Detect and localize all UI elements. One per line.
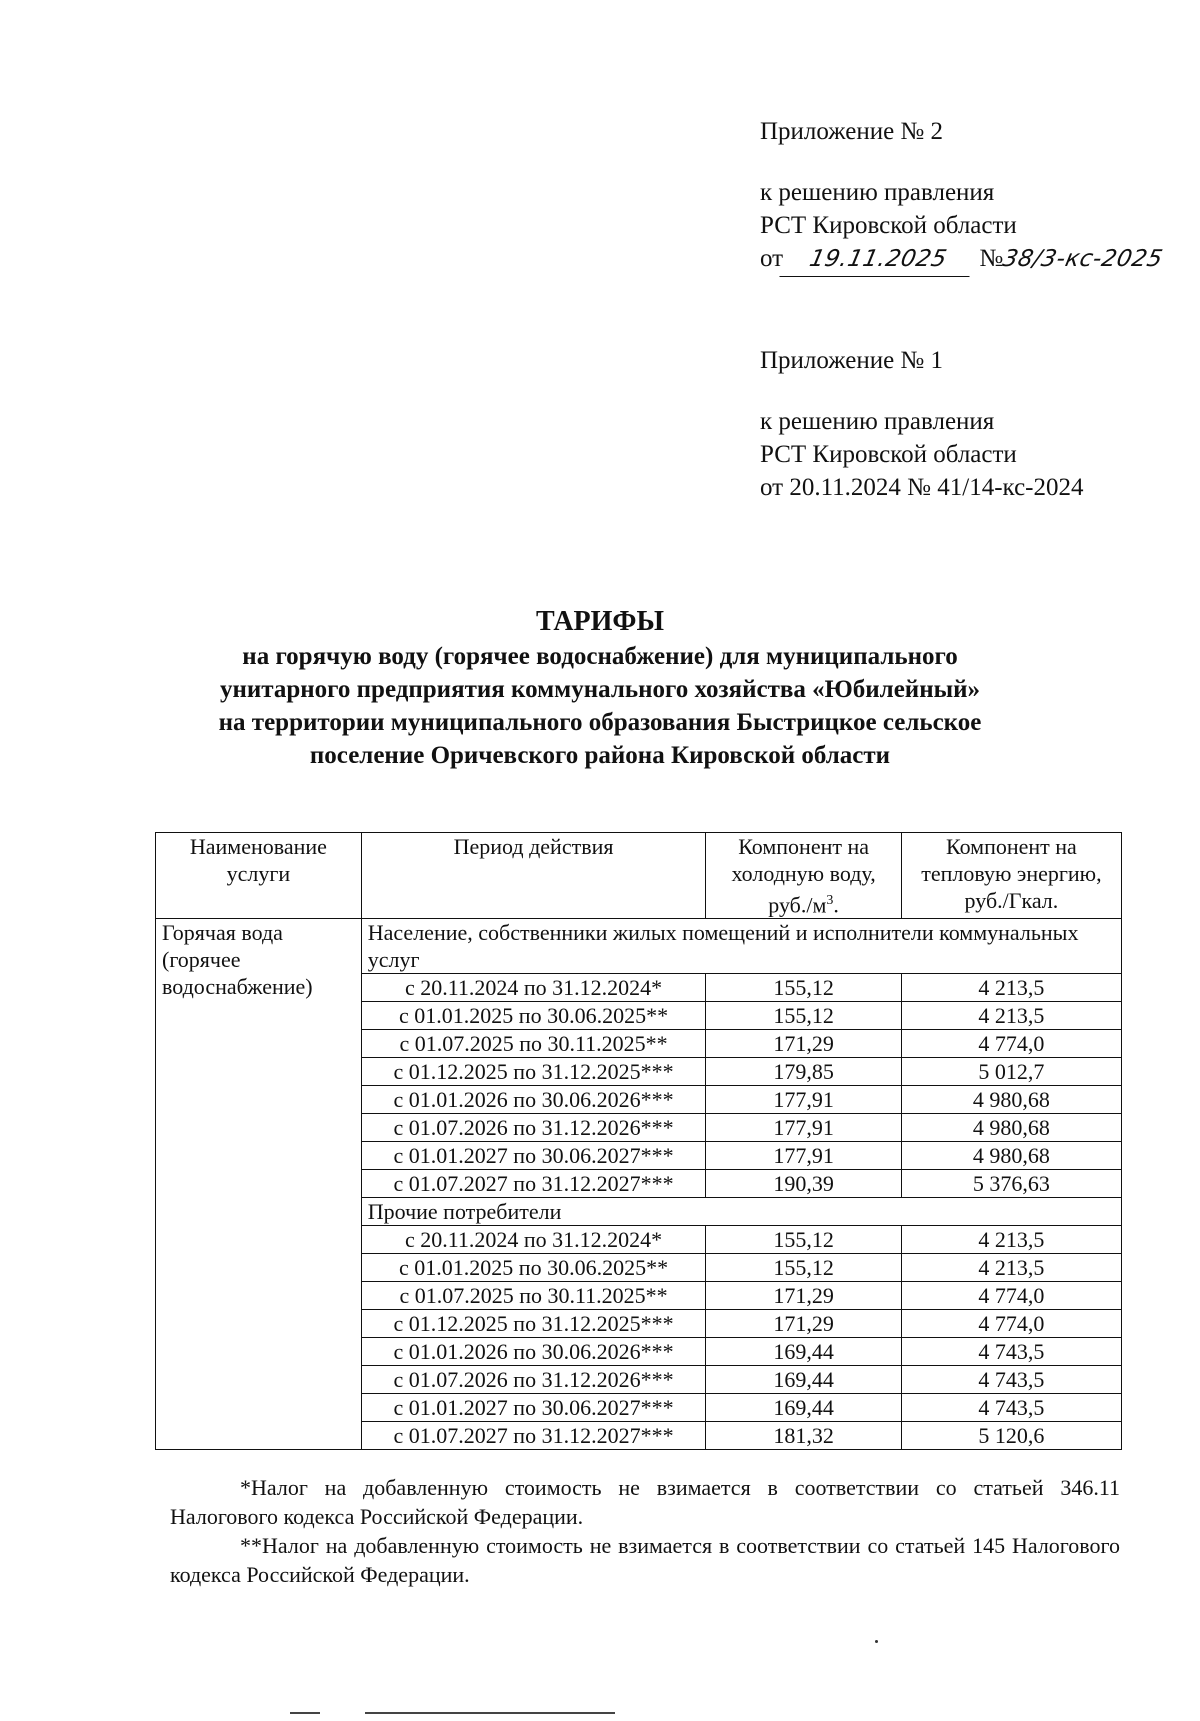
period-cell: с 01.01.2025 по 30.06.2025**: [361, 1002, 706, 1030]
consumer-group-label: Население, собственники жилых помещений и исполнители коммунальных услуг: [361, 919, 1121, 974]
period-cell: с 01.07.2027 по 31.12.2027***: [361, 1170, 706, 1198]
appendix-1-title: Приложение № 1: [760, 347, 944, 374]
heat-energy-cell: 4 213,5: [901, 974, 1121, 1002]
period-cell: с 01.01.2027 по 30.06.2027***: [361, 1142, 706, 1170]
appendix-2-line1: к решению правления: [760, 179, 995, 206]
appendix-2-block: [760, 115, 1200, 277]
cold-water-cell: 179,85: [706, 1058, 901, 1086]
heat-energy-cell: 5 012,7: [901, 1058, 1121, 1086]
heading-title: ТАРИФЫ: [536, 606, 664, 637]
appendix-2-line3: [760, 242, 1200, 277]
bottom-edge-line: [290, 1712, 320, 1714]
header-period: Период действия: [361, 833, 706, 919]
heat-energy-cell: 4 213,5: [901, 1226, 1121, 1254]
period-cell: с 01.07.2027 по 31.12.2027***: [361, 1422, 706, 1450]
cold-water-cell: 171,29: [706, 1310, 901, 1338]
cold-water-cell: 155,12: [706, 1226, 901, 1254]
period-cell: с 01.01.2026 по 30.06.2026***: [361, 1338, 706, 1366]
heat-energy-cell: 4 980,68: [901, 1114, 1121, 1142]
period-cell: с 01.12.2025 по 31.12.2025***: [361, 1058, 706, 1086]
header-service: Наименование услуги: [156, 833, 362, 919]
footnote-1: *Налог на добавленную стоимость не взимается в соответствии со статьей 346.11 Налогового кодекса Российской Федерации.: [170, 1475, 1120, 1529]
period-cell: с 01.01.2025 по 30.06.2025**: [361, 1254, 706, 1282]
cold-water-cell: 181,32: [706, 1422, 901, 1450]
cold-water-cell: 155,12: [706, 974, 901, 1002]
heading-line: на горячую воду (горячее водоснабжение) для муниципального: [242, 643, 958, 670]
heat-energy-cell: 4 213,5: [901, 1254, 1121, 1282]
period-cell: с 01.01.2027 по 30.06.2027***: [361, 1394, 706, 1422]
footnote-2: **Налог на добавленную стоимость не взимается в соответствии со статьей 145 Налогового кодекса Российской Федерации.: [170, 1533, 1120, 1587]
tariffs-table: [155, 832, 1122, 1450]
heading-line: унитарного предприятия коммунального хозяйства «Юбилейный»: [219, 676, 981, 703]
period-cell: с 01.07.2026 по 31.12.2026***: [361, 1366, 706, 1394]
header-heat-component: Компонент на тепловую энергию, руб./Гкал.: [901, 833, 1121, 919]
period-cell: с 01.01.2026 по 30.06.2026***: [361, 1086, 706, 1114]
heat-energy-cell: 4 980,68: [901, 1086, 1121, 1114]
period-cell: с 20.11.2024 по 31.12.2024*: [361, 1226, 706, 1254]
cold-water-cell: 190,39: [706, 1170, 901, 1198]
from-prefix: от: [760, 245, 784, 272]
cold-water-cell: 177,91: [706, 1114, 901, 1142]
appendix-1-line2: РСТ Кировской области: [760, 441, 1017, 468]
heat-energy-cell: 4 774,0: [901, 1030, 1121, 1058]
appendix-1-line3: от 20.11.2024 № 41/14-кс-2024: [760, 474, 1084, 501]
heat-energy-cell: 4 980,68: [901, 1142, 1121, 1170]
handwritten-number: 38/3-кс-2025: [1000, 246, 1166, 272]
heat-energy-cell: 4 743,5: [901, 1394, 1121, 1422]
service-name-cell: Горячая вода (горячее водоснабжение): [156, 919, 362, 1450]
appendix-1-block: [760, 344, 1084, 504]
appendix-2-line2: РСТ Кировской области: [760, 212, 1017, 239]
period-cell: с 01.07.2026 по 31.12.2026***: [361, 1114, 706, 1142]
period-cell: с 01.07.2025 по 30.11.2025**: [361, 1030, 706, 1058]
period-cell: с 20.11.2024 по 31.12.2024*: [361, 974, 706, 1002]
heat-energy-cell: 5 376,63: [901, 1170, 1121, 1198]
footnotes: [170, 1473, 1120, 1589]
heat-energy-cell: 4 213,5: [901, 1002, 1121, 1030]
number-prefix: №: [979, 245, 1004, 272]
heat-energy-cell: 4 774,0: [901, 1282, 1121, 1310]
cold-water-cell: 169,44: [706, 1338, 901, 1366]
cold-water-cell: 177,91: [706, 1086, 901, 1114]
cold-water-cell: 171,29: [706, 1030, 901, 1058]
heading-line: на территории муниципального образования Быстрицкое сельское: [218, 709, 982, 736]
cold-water-cell: 171,29: [706, 1282, 901, 1310]
appendix-2-title: Приложение № 2: [760, 118, 944, 145]
bottom-edge-line: [365, 1712, 615, 1714]
document-heading: [140, 604, 1060, 772]
heat-energy-cell: 5 120,6: [901, 1422, 1121, 1450]
header-cold-component: Компонент на холодную воду, $руб./м^3$.: [706, 833, 901, 919]
heading-line: поселение Оричевского района Кировской области: [309, 742, 891, 769]
cold-water-cell: 169,44: [706, 1394, 901, 1422]
period-cell: с 01.07.2025 по 30.11.2025**: [361, 1282, 706, 1310]
consumer-group-label: Прочие потребители: [361, 1198, 1121, 1226]
period-cell: с 01.12.2025 по 31.12.2025***: [361, 1310, 706, 1338]
appendix-1-line1: к решению правления: [760, 408, 995, 435]
scan-dot: [875, 1640, 878, 1643]
cold-water-cell: 177,91: [706, 1142, 901, 1170]
heat-energy-cell: 4 743,5: [901, 1366, 1121, 1394]
cold-water-cell: 169,44: [706, 1366, 901, 1394]
heat-energy-cell: 4 774,0: [901, 1310, 1121, 1338]
cold-water-cell: 155,12: [706, 1002, 901, 1030]
cold-water-cell: 155,12: [706, 1254, 901, 1282]
group-row: [156, 919, 1122, 974]
table-header-row: [156, 833, 1122, 919]
handwritten-date: 19.11.2025: [779, 243, 976, 277]
heat-energy-cell: 4 743,5: [901, 1338, 1121, 1366]
